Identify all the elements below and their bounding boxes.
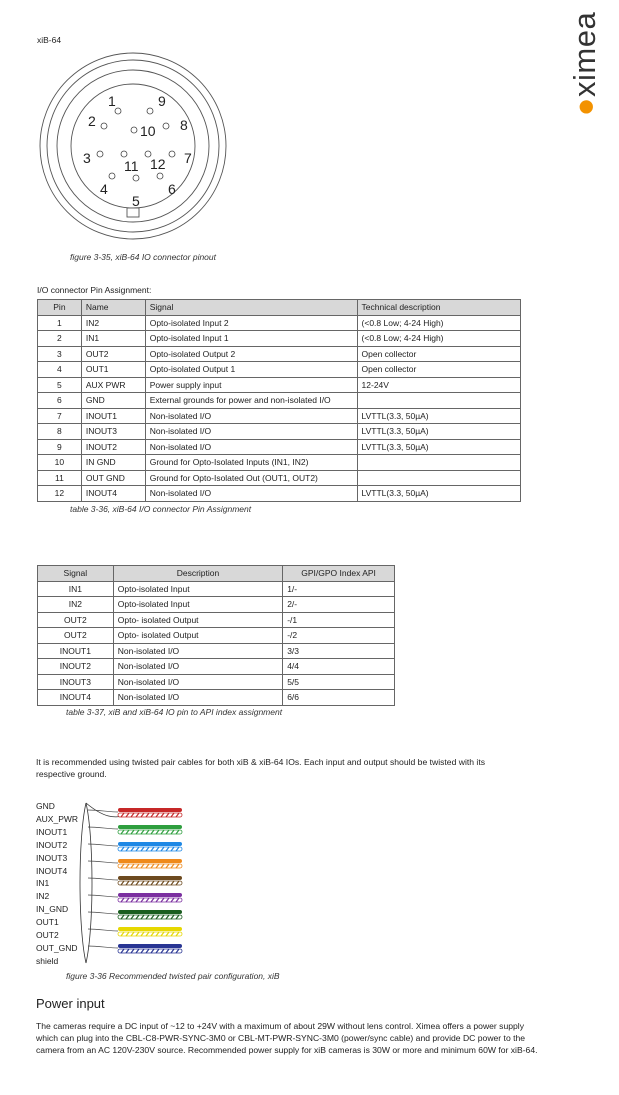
wire-solid — [118, 944, 182, 948]
table-cell: INOUT3 — [38, 674, 114, 690]
table-cell: 5/5 — [283, 674, 395, 690]
table-row — [38, 377, 521, 393]
table-cell: -/1 — [283, 612, 395, 628]
table-cell: (<0.8 Low; 4-24 High) — [357, 331, 520, 347]
table-row — [38, 643, 395, 659]
table-cell: 3 — [38, 346, 82, 362]
wire-solid — [118, 910, 182, 914]
wire-label: INOUT4 — [36, 865, 68, 876]
wire-label: GND — [36, 801, 55, 811]
table-row — [38, 362, 521, 378]
table-cell — [357, 393, 520, 409]
table-cell: INOUT2 — [81, 439, 145, 455]
pin-number: 6 — [168, 181, 176, 197]
table-header-row — [38, 566, 395, 582]
table-cell: 2/- — [283, 597, 395, 613]
wire-lead — [88, 895, 118, 897]
header-cell: Signal — [145, 300, 357, 316]
wire-label: IN2 — [36, 891, 50, 902]
table-cell: 3/3 — [283, 643, 395, 659]
pin-number: 10 — [140, 123, 156, 139]
twisted-pair-caption: figure 3-36 Recommended twisted pair configuration, xiB — [66, 971, 280, 981]
pin-number: 5 — [132, 193, 140, 209]
table-cell: 4/4 — [283, 659, 395, 675]
table-row — [38, 331, 521, 347]
wire-label: INOUT2 — [36, 839, 68, 850]
table-row — [38, 424, 521, 440]
table-cell: LVTTL(3.3, 50µA) — [357, 486, 520, 502]
table-cell: OUT1 — [81, 362, 145, 378]
table-cell: OUT2 — [81, 346, 145, 362]
table-cell — [357, 455, 520, 471]
power-input-paragraph: The cameras require a DC input of ~12 to +24V with a maximum of about 29W without lens control. Ximea offers a power supply which can plug into the CBL-C8-PWR-SYNC-3M0 or CBL-MT-PWR-SYNC-3M0 (power/sync cable) and provide DC power to the camera from an AC 120V-230V source. Recommended power supply for xiB cameras is 30W or more and minimum 60W for xiB-64. — [36, 1021, 538, 1055]
power-input-heading: Power input — [36, 996, 105, 1011]
table-cell: 6 — [38, 393, 82, 409]
table-row — [38, 439, 521, 455]
wire-solid — [118, 927, 182, 931]
table-cell: Opto-isolated Input 2 — [145, 315, 357, 331]
table-cell: 12-24V — [357, 377, 520, 393]
table-row — [38, 346, 521, 362]
table-cell: Non-isolated I/O — [145, 408, 357, 424]
table-row — [38, 486, 521, 502]
pin-number: 11 — [124, 158, 139, 174]
pin-table-title: I/O connector Pin Assignment: — [37, 285, 152, 295]
header-cell: Signal — [38, 566, 114, 582]
header-cell: Technical description — [357, 300, 520, 316]
pin-number: 8 — [180, 117, 188, 133]
table-cell: Non-isolated I/O — [113, 659, 282, 675]
table-cell: 1/- — [283, 581, 395, 597]
table-cell: 1 — [38, 315, 82, 331]
table-cell: IN1 — [81, 331, 145, 347]
table-cell: 7 — [38, 408, 82, 424]
table-cell: INOUT4 — [81, 486, 145, 502]
table-row — [38, 455, 521, 471]
wire-label: OUT1 — [36, 917, 59, 928]
table-cell: LVTTL(3.3, 50µA) — [357, 408, 520, 424]
table-cell: 12 — [38, 486, 82, 502]
table-cell: 8 — [38, 424, 82, 440]
table-cell: 6/6 — [283, 690, 395, 706]
table-cell: 2 — [38, 331, 82, 347]
table-cell: INOUT3 — [81, 424, 145, 440]
api-index-table — [37, 565, 395, 706]
table-cell: Opto-isolated Input — [113, 597, 282, 613]
table-cell: INOUT1 — [38, 643, 114, 659]
logo-text: ximea — [567, 11, 602, 97]
table-cell: Power supply input — [145, 377, 357, 393]
table-row — [38, 315, 521, 331]
wire-label: OUT2 — [36, 930, 59, 941]
table-cell: IN GND — [81, 455, 145, 471]
pin-number: 4 — [100, 181, 108, 197]
table-cell: INOUT2 — [38, 659, 114, 675]
table-row — [38, 612, 395, 628]
table-cell: Opto-isolated Output 1 — [145, 362, 357, 378]
pin-number: 3 — [83, 150, 91, 166]
table-cell: 9 — [38, 439, 82, 455]
wire-lead — [88, 912, 118, 914]
table-cell: Non-isolated I/O — [113, 674, 282, 690]
table-row — [38, 659, 395, 675]
table-header-row — [38, 300, 521, 316]
wire-solid — [118, 893, 182, 897]
wire-lead — [88, 861, 118, 863]
api-table-caption: table 3-37, xiB and xiB-64 IO pin to API index assignment — [66, 707, 283, 717]
table-cell: 10 — [38, 455, 82, 471]
table-cell: AUX PWR — [81, 377, 145, 393]
header-cell: Name — [81, 300, 145, 316]
pin-table-caption: table 3-36, xiB-64 I/O connector Pin Assignment — [70, 504, 252, 514]
table-cell: OUT2 — [38, 628, 114, 644]
wire-label: INOUT1 — [36, 826, 68, 837]
header-cell: GPI/GPO Index API — [283, 566, 395, 582]
twisted-pair-paragraph: It is recommended using twisted pair cables for both xiB & xiB-64 IOs. Each input and output should be twisted with its respective ground. — [36, 757, 486, 779]
table-cell: INOUT1 — [81, 408, 145, 424]
wire-solid — [118, 808, 182, 812]
wire-solid — [118, 842, 182, 846]
pin-assignment-table — [37, 299, 521, 502]
wire-label: INOUT3 — [36, 852, 68, 863]
wire-lead — [88, 946, 118, 948]
table-cell: IN1 — [38, 581, 114, 597]
wire-solid — [118, 876, 182, 880]
table-cell: Open collector — [357, 362, 520, 378]
table-row — [38, 597, 395, 613]
table-cell: LVTTL(3.3, 50µA) — [357, 424, 520, 440]
wire-label: AUX_PWR — [36, 813, 79, 824]
pin-number: 1 — [108, 93, 116, 109]
table-cell: Opto-isolated Input 1 — [145, 331, 357, 347]
table-row — [38, 393, 521, 409]
table-cell: Non-isolated I/O — [113, 690, 282, 706]
table-cell: External grounds for power and non-isolated I/O — [145, 393, 357, 409]
table-cell: Opto-isolated Output 2 — [145, 346, 357, 362]
table-cell: IN2 — [38, 597, 114, 613]
table-cell: IN2 — [81, 315, 145, 331]
table-cell: 11 — [38, 470, 82, 486]
wire-label: IN1 — [36, 878, 50, 889]
table-cell: LVTTL(3.3, 50µA) — [357, 439, 520, 455]
table-cell: Non-isolated I/O — [145, 424, 357, 440]
wire-lead — [88, 844, 118, 846]
wire-label: shield — [36, 955, 59, 966]
table-cell: Opto- isolated Output — [113, 628, 282, 644]
pin-number: 9 — [158, 93, 166, 109]
twisted-pair-diagram — [74, 798, 189, 968]
wire-lead — [88, 878, 118, 880]
table-row — [38, 674, 395, 690]
wire-solid — [118, 859, 182, 863]
table-row — [38, 628, 395, 644]
table-cell: Non-isolated I/O — [145, 486, 357, 502]
table-cell: INOUT4 — [38, 690, 114, 706]
table-cell: Open collector — [357, 346, 520, 362]
header-cell: Description — [113, 566, 282, 582]
wire-solid — [118, 825, 182, 829]
table-cell: Opto-isolated Input — [113, 581, 282, 597]
table-row — [38, 581, 395, 597]
ximea-logo: ●ximea — [567, 11, 602, 117]
table-cell — [357, 470, 520, 486]
pin-number: 2 — [88, 113, 96, 129]
table-cell: Non-isolated I/O — [145, 439, 357, 455]
pin-number: 7 — [184, 150, 192, 166]
wire-lead — [88, 929, 118, 931]
table-cell: Non-isolated I/O — [113, 643, 282, 659]
table-cell: Ground for Opto-Isolated Inputs (IN1, IN2) — [145, 455, 357, 471]
table-cell: Opto- isolated Output — [113, 612, 282, 628]
table-cell: Ground for Opto-Isolated Out (OUT1, OUT2) — [145, 470, 357, 486]
table-cell: (<0.8 Low; 4-24 High) — [357, 315, 520, 331]
table-row — [38, 470, 521, 486]
connector-title: xiB-64 — [37, 35, 62, 45]
wire-label-list — [36, 800, 78, 968]
table-cell: 4 — [38, 362, 82, 378]
table-row — [38, 690, 395, 706]
connector-pinout-diagram — [38, 48, 228, 244]
table-cell: 5 — [38, 377, 82, 393]
wire-lead — [88, 810, 118, 812]
wire-label: IN_GND — [36, 904, 69, 915]
table-cell: GND — [81, 393, 145, 409]
table-row — [38, 408, 521, 424]
pin-number: 12 — [150, 156, 166, 172]
table-cell: OUT GND — [81, 470, 145, 486]
pinout-caption: figure 3-35, xiB-64 IO connector pinout — [70, 252, 216, 262]
wire-lead — [88, 827, 118, 829]
table-cell: -/2 — [283, 628, 395, 644]
wire-label: OUT_GND — [36, 942, 78, 953]
header-cell: Pin — [38, 300, 82, 316]
table-cell: OUT2 — [38, 612, 114, 628]
